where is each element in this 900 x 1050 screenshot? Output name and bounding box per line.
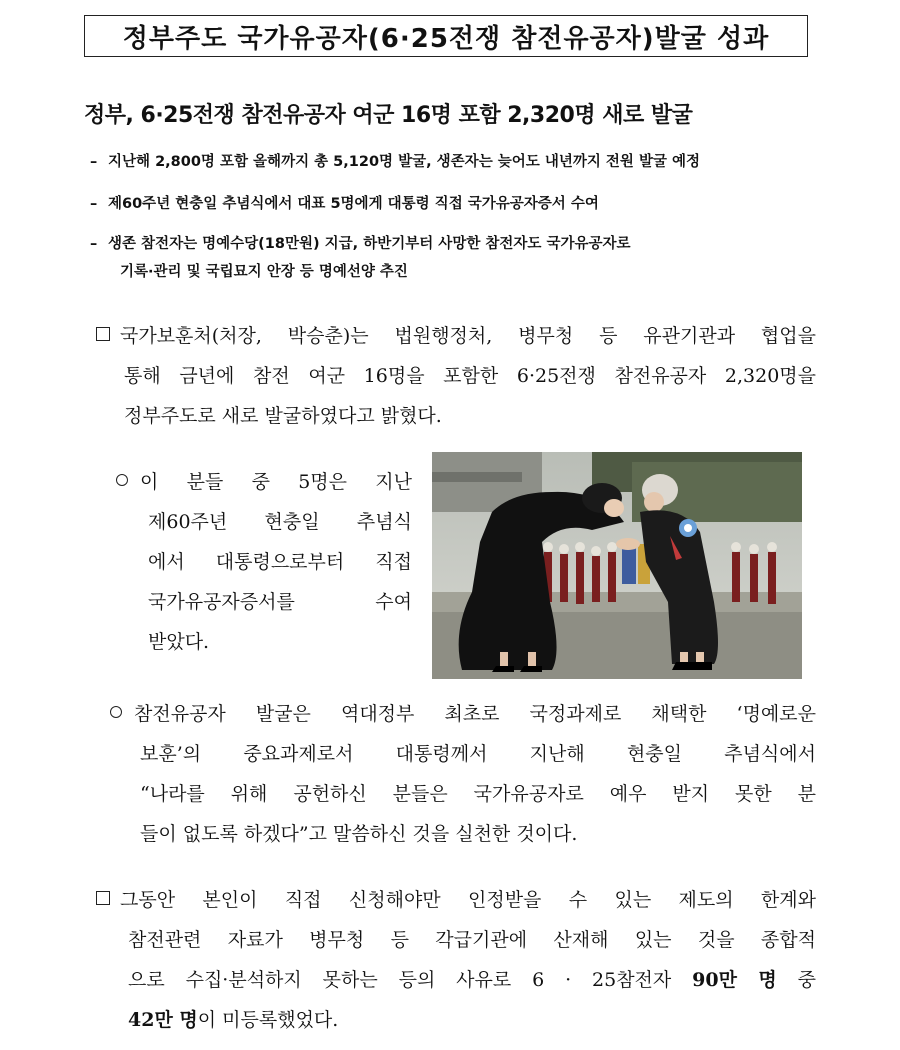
paragraph-line: 정부주도로 새로 발굴하였다고 밝혔다.	[124, 405, 442, 427]
paragraph-line: 참전관련 자료가 병무청 등 각급기관에 산재해 있는 것을 종합적	[128, 929, 816, 951]
paragraph-line: 제60주년 현충일 추념식	[148, 511, 412, 533]
paragraph-line: 에서 대통령으로부터 직접	[148, 551, 412, 573]
summary-item	[90, 192, 599, 213]
paragraph-2	[96, 880, 816, 1040]
paragraph-line: 국가유공자증서를 수여	[148, 591, 412, 613]
summary-text: 생존 참전자는 명예수당(18만원) 지급, 하반기부터 사망한 참전자도 국가유공자로	[108, 236, 631, 252]
paragraph-line: 으로 수집·분석하지 못하는 등의 사유로 6 · 25참전자 90만 명 중	[128, 969, 816, 991]
dash-marker: –	[90, 154, 98, 170]
dash-marker: –	[90, 236, 98, 252]
paragraph-line: 보훈’의 중요과제로서 대통령께서 지난해 현충일 추념식에서	[140, 743, 816, 765]
circle-item-2	[110, 694, 816, 854]
paragraph-1	[96, 316, 816, 436]
square-bullet-icon	[96, 327, 110, 341]
paragraph-line: 그동안 본인이 직접 신청해야만 인정받을 수 있는 제도의 한계와	[96, 880, 816, 920]
circle-bullet-icon	[110, 706, 122, 718]
paragraph-line: 들이 없도록 하겠다”고 말씀하신 것을 실천한 것이다.	[140, 823, 578, 845]
paragraph-line: “나라를 위해 공헌하신 분들은 국가유공자로 예우 받지 못한 분	[140, 783, 816, 805]
paragraph-line: 이 분들 중 5명은 지난	[116, 462, 412, 502]
paragraph-line: 국가보훈처(처장, 박승춘)는 법원행정처, 병무청 등 유관기관과 협업을	[96, 316, 816, 356]
dash-marker: –	[90, 196, 98, 212]
summary-item	[90, 232, 631, 253]
summary-text-continued: 기록·관리 및 국립묘지 안장 등 명예선양 추진	[120, 264, 408, 280]
emphasis-number: 90만 명	[692, 969, 777, 991]
paragraph-line: 참전유공자 발굴은 역대정부 최초로 국정과제로 채택한 ‘명예로운	[110, 694, 816, 734]
ceremony-photo-illustration	[432, 452, 802, 679]
paragraph-line: 42만 명이 미등록했었다.	[128, 1009, 339, 1031]
paragraph-line: 통해 금년에 참전 여군 16명을 포함한 6·25전쟁 참전유공자 2,320명을	[124, 365, 816, 387]
summary-text: 지난해 2,800명 포함 올해까지 총 5,120명 발굴, 생존자는 늦어도 내년까지 전원 발굴 예정	[108, 154, 701, 170]
circle-bullet-icon	[116, 474, 128, 486]
emphasis-number: 42만 명	[128, 1009, 198, 1031]
paragraph-line: 받았다.	[148, 631, 210, 653]
page-title: 정부주도 국가유공자(6·25전쟁 참전유공자)발굴 성과	[84, 15, 808, 57]
ceremony-photo	[432, 452, 802, 679]
headline: 정부, 6·25전쟁 참전유공자 여군 16명 포함 2,320명 새로 발굴	[84, 103, 693, 128]
square-bullet-icon	[96, 891, 110, 905]
summary-text: 제60주년 현충일 추념식에서 대표 5명에게 대통령 직접 국가유공자증서 수여	[108, 196, 599, 212]
circle-item-1	[116, 462, 412, 662]
summary-item	[90, 150, 700, 171]
